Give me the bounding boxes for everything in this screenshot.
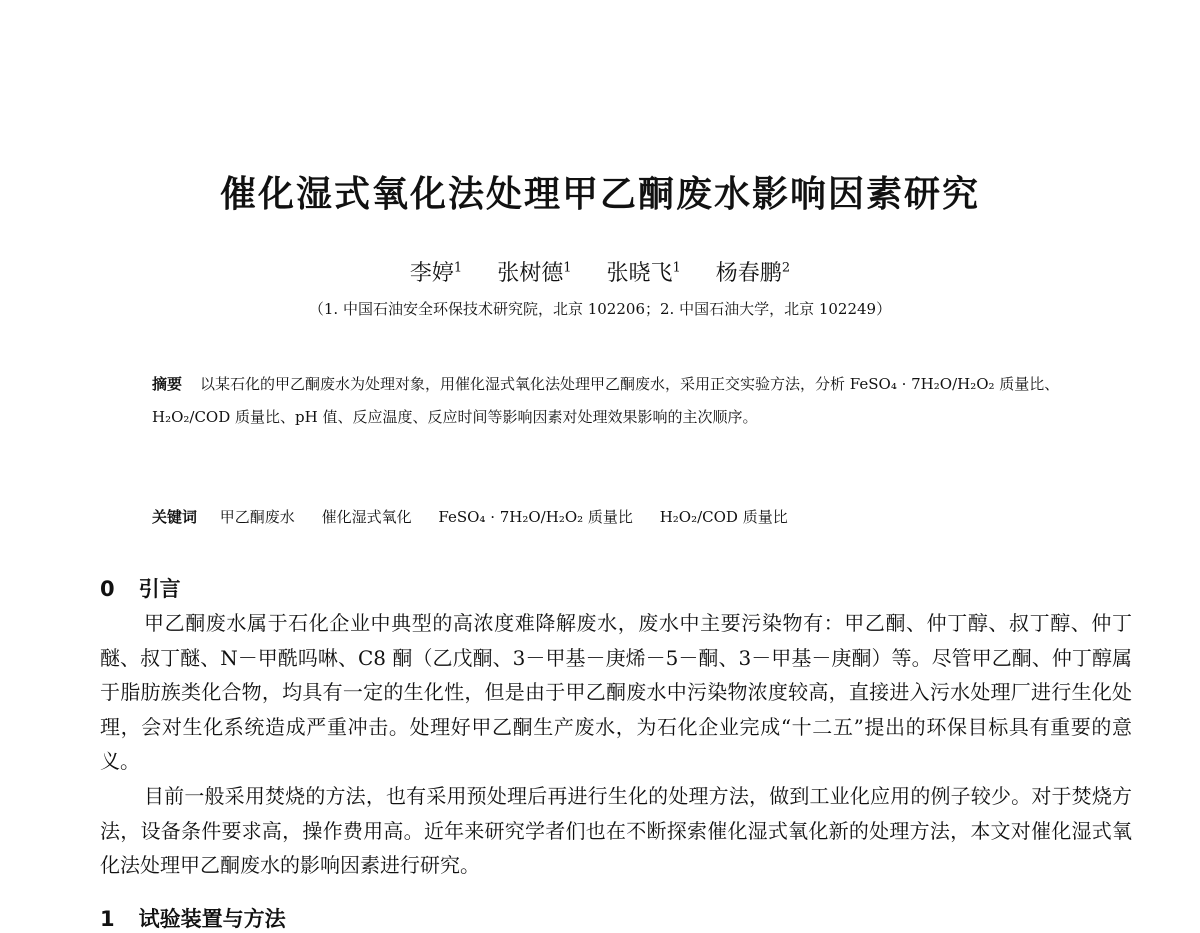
- affiliation-marker: 1: [453, 260, 463, 276]
- affiliation-marker: 2: [781, 260, 791, 276]
- affiliation-marker: 1: [672, 260, 681, 276]
- abstract-label: 摘要: [152, 375, 183, 393]
- author: 张树德$^1$: [497, 260, 572, 286]
- body-paragraph: 目前一般采用焚烧的方法，也有采用预处理后再进行生化的处理方法，做到工业化应用的例子较少。对于焚烧方法，设备条件要求高，操作费用高。近年来研究学者们也在不断探索催化湿式氧化新的处理方法，本文对催化湿式氧化法处理甲乙酮废水的影响因素进行研究。: [100, 784, 1132, 877]
- section-title: 引言: [138, 577, 181, 601]
- affiliation-marker: 1: [563, 260, 572, 276]
- keywords: [152, 502, 1082, 532]
- paper-title: 催化湿式氧化法处理甲乙酮废水影响因素研究: [219, 174, 980, 215]
- affiliations: （1. 中国石油安全环保技术研究院，北京 102206；2. 中国石油大学，北京 102249）: [308, 300, 892, 318]
- section-heading-introduction: [100, 573, 181, 603]
- section-number: 1: [100, 907, 115, 931]
- author: 张晓飞$^1$: [606, 260, 681, 286]
- keyword: FeSO₄ · 7H₂O/H₂O₂ 质量比: [438, 508, 633, 526]
- section-number: 0: [100, 577, 115, 601]
- section-heading-methods: [100, 903, 286, 933]
- abstract-text: 以某石化的甲乙酮废水为处理对象，用催化湿式氧化法处理甲乙酮废水，采用正交实验方法，分析 FeSO₄ · 7H₂O/H₂O₂ 质量比、H₂O₂/COD 质量比、pH 值、反应温度、反应时间等影响因素对处理效果影响的主次顺序。: [152, 375, 1060, 426]
- abstract: [152, 368, 1082, 434]
- body-paragraph: 甲乙酮废水属于石化企业中典型的高浓度难降解废水，废水中主要污染物有：甲乙酮、仲丁醇、叔丁醇、仲丁醚、叔丁醚、N－甲酰吗啉、C8 酮（乙戊酮、3－甲基－庚烯－5－酮、3－甲基－庚酮）等。尽管甲乙酮、仲丁醇属于脂肪族类化合物，均具有一定的生化性，但是由于甲乙酮废水中污染物浓度较高，直接进入污水处理厂进行生化处理，会对生化系统造成严重冲击。处理好甲乙酮生产废水，为石化企业完成“十二五”提出的环保目标具有重要的意义。: [100, 611, 1132, 773]
- author: 杨春鹏$^2$: [715, 260, 791, 286]
- keyword: H₂O₂/COD 质量比: [659, 508, 788, 526]
- keyword: 甲乙酮废水: [219, 508, 295, 526]
- author: 李婷$^1$: [409, 260, 463, 286]
- section-title: 试验装置与方法: [138, 907, 286, 931]
- keywords-label: 关键词: [152, 508, 198, 526]
- keyword: 催化湿式氧化: [321, 508, 412, 526]
- author-list: [0, 256, 1200, 287]
